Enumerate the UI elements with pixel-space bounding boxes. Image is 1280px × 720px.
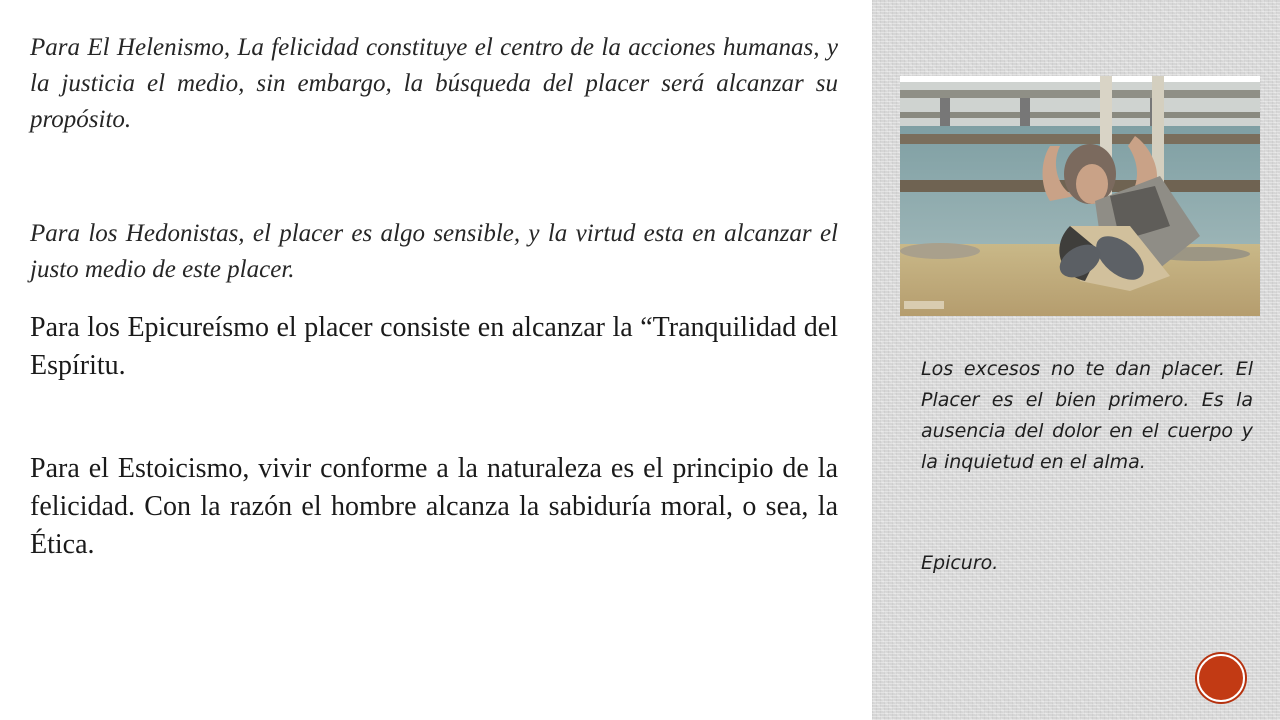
epicurus-quote: Los excesos no te dan placer. El Placer es el bien primero. Es la ausencia del dolor en el cuerpo y la inquietud en el alma. (921, 358, 1253, 473)
paragraph-epicureismo: Para los Epicureísmo el placer consiste en alcanzar la “Tranquilidad del Espíritu. (30, 312, 838, 381)
paragraph-helenismo: Para El Helenismo, La felicidad constituye el centro de la acciones humanas, y la justicia el medio, sin embargo, la búsqueda del placer será alcanzar su propósito. (30, 34, 838, 133)
resting-man-photo (900, 76, 1260, 316)
photo-illustration (900, 76, 1260, 316)
paragraph-hedonistas: Para los Hedonistas, el placer es algo sensible, y la virtud esta en alcanzar el justo medio de este placer. (30, 220, 838, 283)
quote-author: Epicuro. (921, 552, 999, 574)
paragraph-estoicismo: Para el Estoicismo, vivir conforme a la naturaleza es el principio de la felicidad. Con la razón el hombre alcanza la sabiduría moral, o sea, la Ética. (30, 453, 838, 560)
next-slide-button[interactable] (1197, 654, 1245, 702)
